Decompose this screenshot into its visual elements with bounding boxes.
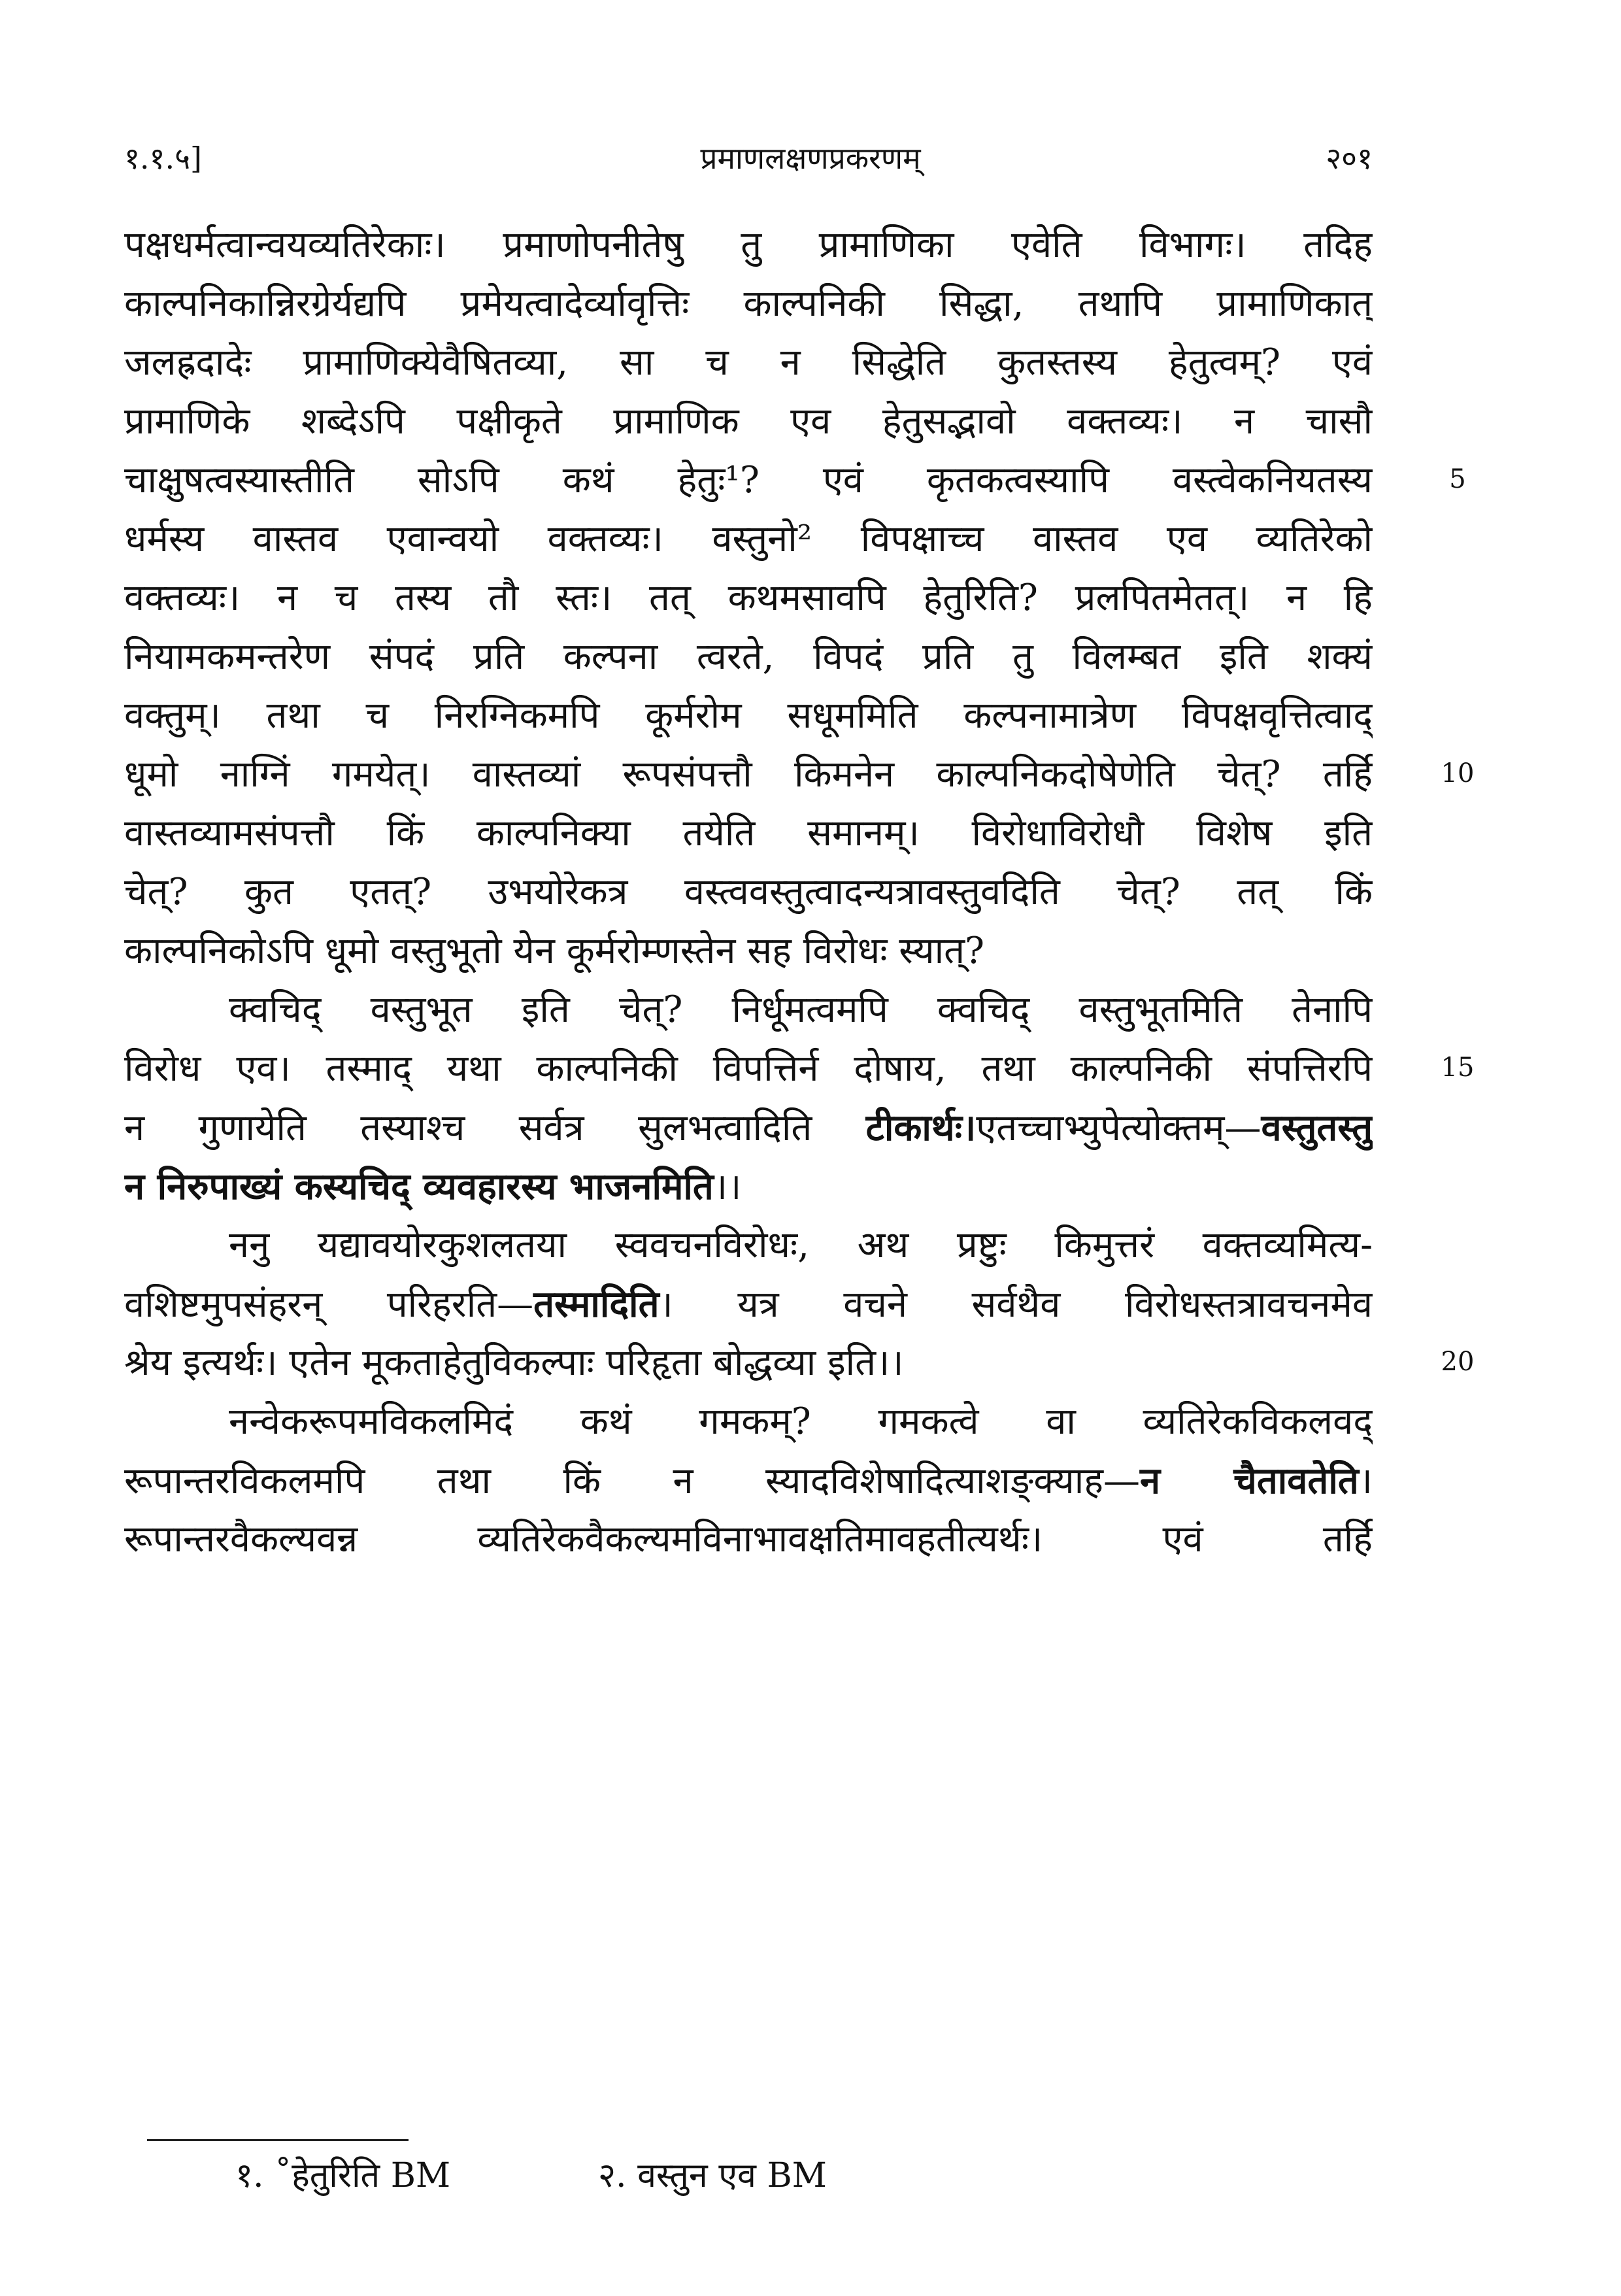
bold-quote: न चैतावतेति	[1140, 1459, 1359, 1502]
text-line: धर्मस्य वास्तव एवान्वयो वक्तव्यः। वस्तुनो² विपक्षाच्च वास्तव एव व्यतिरेको	[124, 518, 1373, 560]
line-number: 20	[1441, 1347, 1475, 1377]
text-span: वशिष्टमुपसंहरन् परिहरति—	[124, 1283, 534, 1326]
text-line: वक्तव्यः। न च तस्य तौ स्तः। तत् कथमसावपि हेतुरिति? प्रलपितमेतत्। न हि	[124, 577, 1373, 619]
line-number: 5	[1449, 464, 1466, 494]
bold-quote: तस्मादिति	[533, 1283, 660, 1326]
footnote-1: १. ˚हेतुरिति BM	[235, 2156, 451, 2195]
text-span: रूपान्तरविकलमपि तथा किं न स्यादविशेषादित्याशङ्क्याह—	[124, 1460, 1141, 1502]
text-line: वक्तुम्। तथा च निरग्निकमपि कूर्मरोम सधूममिति कल्पनामात्रेण विपक्षवृत्तित्वाद्	[124, 694, 1373, 737]
bold-quote: न निरुपाख्यं कस्यचिद् व्यवहारस्य भाजनमिति	[124, 1165, 714, 1208]
text-line: क्वचिद् वस्तुभूत इति चेत्? निर्धूमत्वमपि क्वचिद् वस्तुभूतमिति तेनापि	[229, 988, 1373, 1031]
line-number: 15	[1441, 1053, 1475, 1083]
footnote-rule	[147, 2139, 409, 2141]
text-line	[124, 1451, 1373, 1510]
text-line: रूपान्तरवैकल्यवन्न व्यतिरेकवैकल्यमविनाभावक्षतिमावहतीत्यर्थः। एवं तर्हि	[124, 1518, 1373, 1561]
text-line: चेत्? कुत एतत्? उभयोरेकत्र वस्त्ववस्तुत्वादन्यत्रावस्तुवदिति चेत्? तत् किं	[124, 871, 1373, 913]
footnote-2: २. वस्तुन एव BM	[598, 2156, 827, 2195]
text-line	[124, 1157, 1373, 1216]
text-span: । यत्र वचने सर्वथैव विरोधस्तत्रावचनमेव	[659, 1283, 1373, 1326]
text-line: धूमो नाग्निं गमयेत्। वास्तव्यां रूपसंपत्तौ किमनेन काल्पनिकदोषेणेति चेत्? तर्हि	[124, 753, 1373, 796]
text-line: ननु यद्यावयोरकुशलतया स्ववचनविरोधः, अथ प्रष्टुः किमुत्तरं वक्तव्यमित्य-	[229, 1224, 1373, 1266]
page-number: २०१	[1326, 141, 1373, 176]
bold-term: टीकार्थः।	[865, 1106, 977, 1149]
text-span: एतच्चाभ्युपेत्योक्तम्—	[976, 1107, 1262, 1149]
text-line: नियामकमन्तरेण संपदं प्रति कल्पना त्वरते, विपदं प्रति तु विलम्बत इति शक्यं	[124, 635, 1373, 678]
section-number: १.१.५]	[124, 141, 202, 176]
text-line	[124, 1275, 1373, 1334]
text-line: काल्पनिकोऽपि धूमो वस्तुभूतो येन कूर्मरोम्णस्तेन सह विरोधः स्यात्?	[124, 930, 985, 972]
text-line: पक्षधर्मत्वान्वयव्यतिरेकाः। प्रमाणोपनीतेषु तु प्रामाणिका एवेति विभागः। तदिह	[124, 224, 1373, 266]
text-line	[124, 1098, 1373, 1157]
text-span: न गुणायेति तस्याश्च सर्वत्र सुलभत्वादिति	[124, 1107, 812, 1149]
text-line: जलह्रदादेः प्रामाणिक्येवैषितव्या, सा च न सिद्धेति कुतस्तस्य हेतुत्वम्? एवं	[124, 341, 1373, 384]
text-line: काल्पनिकान्निरग्रेर्यद्यपि प्रमेयत्वादेर्व्यावृत्तिः काल्पनिकी सिद्धा, तथापि प्रामाणिकात्	[124, 282, 1373, 325]
text-line: प्रामाणिके शब्देऽपि पक्षीकृते प्रामाणिक एव हेतुसद्भावो वक्तव्यः। न चासौ	[124, 400, 1373, 443]
text-line: चाक्षुषत्वस्यास्तीति सोऽपि कथं हेतुः¹? एवं कृतकत्वस्यापि वस्त्वेकनियतस्य	[124, 459, 1373, 501]
text-span: ।	[1358, 1460, 1373, 1502]
text-line: नन्वेकरूपमविकलमिदं कथं गमकम्? गमकत्वे वा व्यतिरेकविकलवद्	[229, 1400, 1373, 1443]
text-line: विरोध एव। तस्माद् यथा काल्पनिकी विपत्तिर्न दोषाय, तथा काल्पनिकी संपत्तिरपि	[124, 1047, 1373, 1090]
text-span: ।।	[713, 1166, 742, 1208]
bold-quote: वस्तुतस्तु	[1261, 1106, 1373, 1149]
line-number: 10	[1441, 758, 1475, 788]
running-title: प्रमाणलक्षणप्रकरणम्	[700, 141, 921, 176]
text-line: वास्तव्यामसंपत्तौ किं काल्पनिक्या तयेति समानम्। विरोधाविरोधौ विशेष इति	[124, 812, 1373, 854]
text-line: श्रेय इत्यर्थः। एतेन मूकताहेतुविकल्पाः परिहृता बोद्धव्या इति।।	[124, 1342, 904, 1384]
